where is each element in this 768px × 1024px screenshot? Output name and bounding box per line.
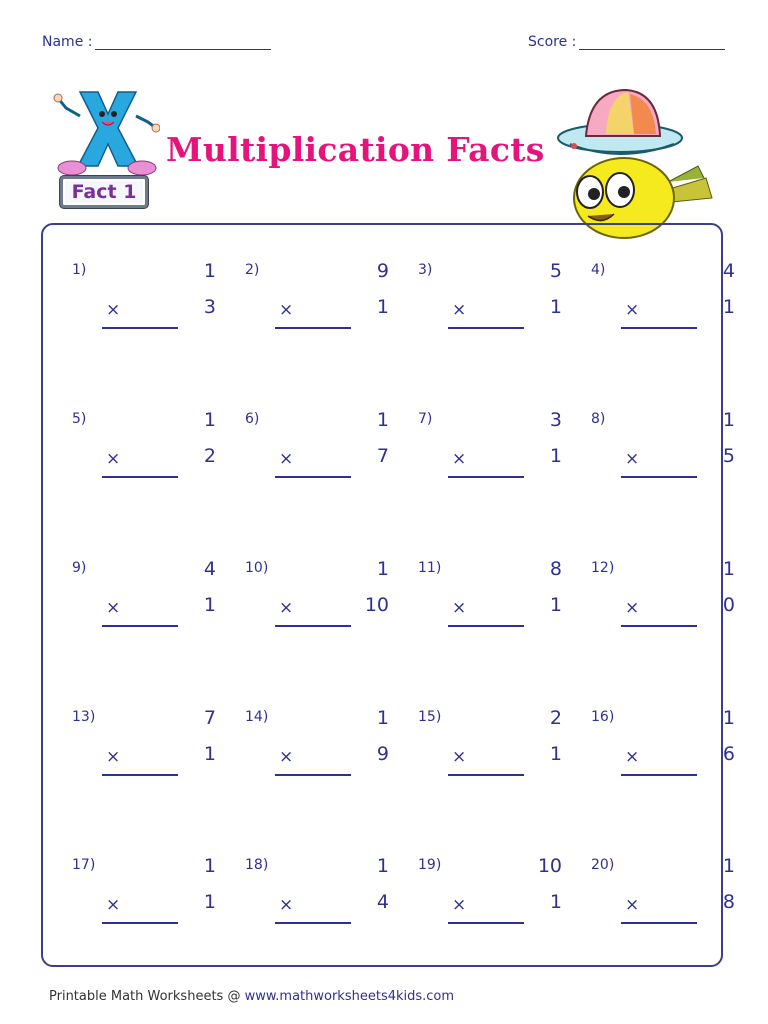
problem-item (418, 709, 588, 799)
problem-number: 1) (72, 262, 87, 278)
problem-multiplicand: 5 (549, 260, 562, 282)
problem-multiplicand: 4 (722, 260, 735, 282)
problem-multiplier: 10 (364, 594, 389, 616)
multiply-sign: × (625, 300, 640, 320)
answer-line[interactable] (102, 625, 178, 627)
score-label: Score : (528, 34, 577, 50)
problem-multiplicand: 1 (376, 707, 389, 729)
problem-item (591, 857, 761, 947)
answer-line[interactable] (275, 327, 351, 329)
problem-item (418, 560, 588, 650)
problem-item (418, 411, 588, 501)
multiply-sign: × (279, 747, 294, 767)
problem-number: 7) (418, 411, 433, 427)
multiply-sign: × (452, 747, 467, 767)
problem-multiplier: 4 (376, 891, 389, 913)
problem-item (72, 560, 242, 650)
problem-multiplier: 3 (203, 296, 216, 318)
problem-multiplicand: 1 (376, 409, 389, 431)
problem-multiplier: 1 (549, 891, 562, 913)
problem-multiplier: 1 (203, 743, 216, 765)
multiply-sign: × (452, 598, 467, 618)
fact-badge-label: Fact 1 (71, 181, 137, 203)
multiply-sign: × (106, 747, 121, 767)
multiply-sign: × (452, 300, 467, 320)
problem-multiplicand: 1 (722, 409, 735, 431)
problem-number: 6) (245, 411, 260, 427)
problem-item (245, 560, 415, 650)
problem-number: 17) (72, 857, 96, 873)
problem-number: 11) (418, 560, 442, 576)
problem-multiplier: 6 (722, 743, 735, 765)
problem-number: 3) (418, 262, 433, 278)
answer-line[interactable] (275, 922, 351, 924)
multiply-sign: × (106, 598, 121, 618)
multiply-sign: × (279, 449, 294, 469)
multiply-sign: × (279, 300, 294, 320)
problem-multiplicand: 1 (203, 855, 216, 877)
name-label: Name : (42, 34, 93, 50)
footer (49, 989, 454, 1004)
multiply-sign: × (625, 598, 640, 618)
multiply-sign: × (452, 449, 467, 469)
answer-line[interactable] (448, 774, 524, 776)
problem-number: 20) (591, 857, 615, 873)
problem-multiplicand: 1 (203, 409, 216, 431)
problem-number: 15) (418, 709, 442, 725)
multiply-sign: × (625, 747, 640, 767)
problem-multiplicand: 1 (722, 558, 735, 580)
answer-line[interactable] (102, 774, 178, 776)
problem-multiplicand: 8 (549, 558, 562, 580)
problem-multiplier: 1 (549, 296, 562, 318)
score-blank-line[interactable] (579, 33, 725, 50)
footer-link[interactable]: www.mathworksheets4kids.com (244, 989, 455, 1004)
answer-line[interactable] (448, 476, 524, 478)
name-blank-line[interactable] (95, 33, 271, 50)
answer-line[interactable] (621, 922, 697, 924)
name-field[interactable] (42, 33, 271, 50)
multiply-sign: × (279, 895, 294, 915)
multiply-sign: × (106, 895, 121, 915)
problem-number: 4) (591, 262, 606, 278)
problem-multiplier: 1 (376, 296, 389, 318)
answer-line[interactable] (275, 774, 351, 776)
footer-text: Printable Math Worksheets @ (49, 989, 245, 1004)
score-field[interactable] (528, 33, 725, 50)
problem-number: 2) (245, 262, 260, 278)
problem-multiplicand: 1 (203, 260, 216, 282)
answer-line[interactable] (621, 476, 697, 478)
answer-line[interactable] (102, 327, 178, 329)
problem-item (245, 709, 415, 799)
fact-badge (60, 176, 148, 208)
problem-number: 8) (591, 411, 606, 427)
answer-line[interactable] (102, 476, 178, 478)
problem-number: 16) (591, 709, 615, 725)
problem-multiplier: 7 (376, 445, 389, 467)
problem-multiplier: 1 (203, 891, 216, 913)
multiply-sign: × (625, 449, 640, 469)
problem-item (591, 411, 761, 501)
page-title: Multiplication Facts (166, 130, 545, 169)
problem-item (418, 262, 588, 352)
problem-multiplier: 1 (549, 743, 562, 765)
answer-line[interactable] (102, 922, 178, 924)
problem-multiplicand: 3 (549, 409, 562, 431)
problem-item (72, 262, 242, 352)
answer-line[interactable] (448, 327, 524, 329)
problem-number: 5) (72, 411, 87, 427)
multiply-sign: × (106, 300, 121, 320)
problem-multiplier: 5 (722, 445, 735, 467)
problem-multiplier: 1 (549, 594, 562, 616)
problem-multiplicand: 7 (203, 707, 216, 729)
answer-line[interactable] (448, 922, 524, 924)
problem-item (72, 411, 242, 501)
answer-line[interactable] (621, 625, 697, 627)
problem-number: 10) (245, 560, 269, 576)
problem-number: 13) (72, 709, 96, 725)
problem-item (591, 262, 761, 352)
problem-item (245, 262, 415, 352)
problem-item (591, 560, 761, 650)
problem-multiplicand: 1 (722, 855, 735, 877)
answer-line[interactable] (275, 625, 351, 627)
problem-multiplier: 8 (722, 891, 735, 913)
problem-number: 12) (591, 560, 615, 576)
problem-multiplicand: 1 (722, 707, 735, 729)
problem-multiplier: 9 (376, 743, 389, 765)
problem-multiplier: 2 (203, 445, 216, 467)
answer-line[interactable] (621, 774, 697, 776)
problem-multiplicand: 1 (376, 855, 389, 877)
problem-multiplier: 1 (203, 594, 216, 616)
problem-item (245, 411, 415, 501)
problem-number: 9) (72, 560, 87, 576)
problem-multiplicand: 2 (549, 707, 562, 729)
problem-item (418, 857, 588, 947)
problem-multiplicand: 1 (376, 558, 389, 580)
problem-number: 19) (418, 857, 442, 873)
problem-item (72, 857, 242, 947)
answer-line[interactable] (275, 476, 351, 478)
multiply-sign: × (625, 895, 640, 915)
multiply-sign: × (106, 449, 121, 469)
problem-item (591, 709, 761, 799)
multiply-sign: × (279, 598, 294, 618)
fish-mascot-icon (556, 86, 716, 242)
answer-line[interactable] (448, 625, 524, 627)
problem-multiplier: 1 (722, 296, 735, 318)
problem-multiplier: 1 (549, 445, 562, 467)
problem-number: 14) (245, 709, 269, 725)
problem-multiplicand: 4 (203, 558, 216, 580)
multiply-sign: × (452, 895, 467, 915)
problem-multiplier: 0 (722, 594, 735, 616)
problem-item (72, 709, 242, 799)
answer-line[interactable] (621, 327, 697, 329)
x-mascot-icon (52, 88, 160, 178)
problem-multiplicand: 9 (376, 260, 389, 282)
problem-number: 18) (245, 857, 269, 873)
problem-multiplicand: 10 (537, 855, 562, 877)
problem-item (245, 857, 415, 947)
